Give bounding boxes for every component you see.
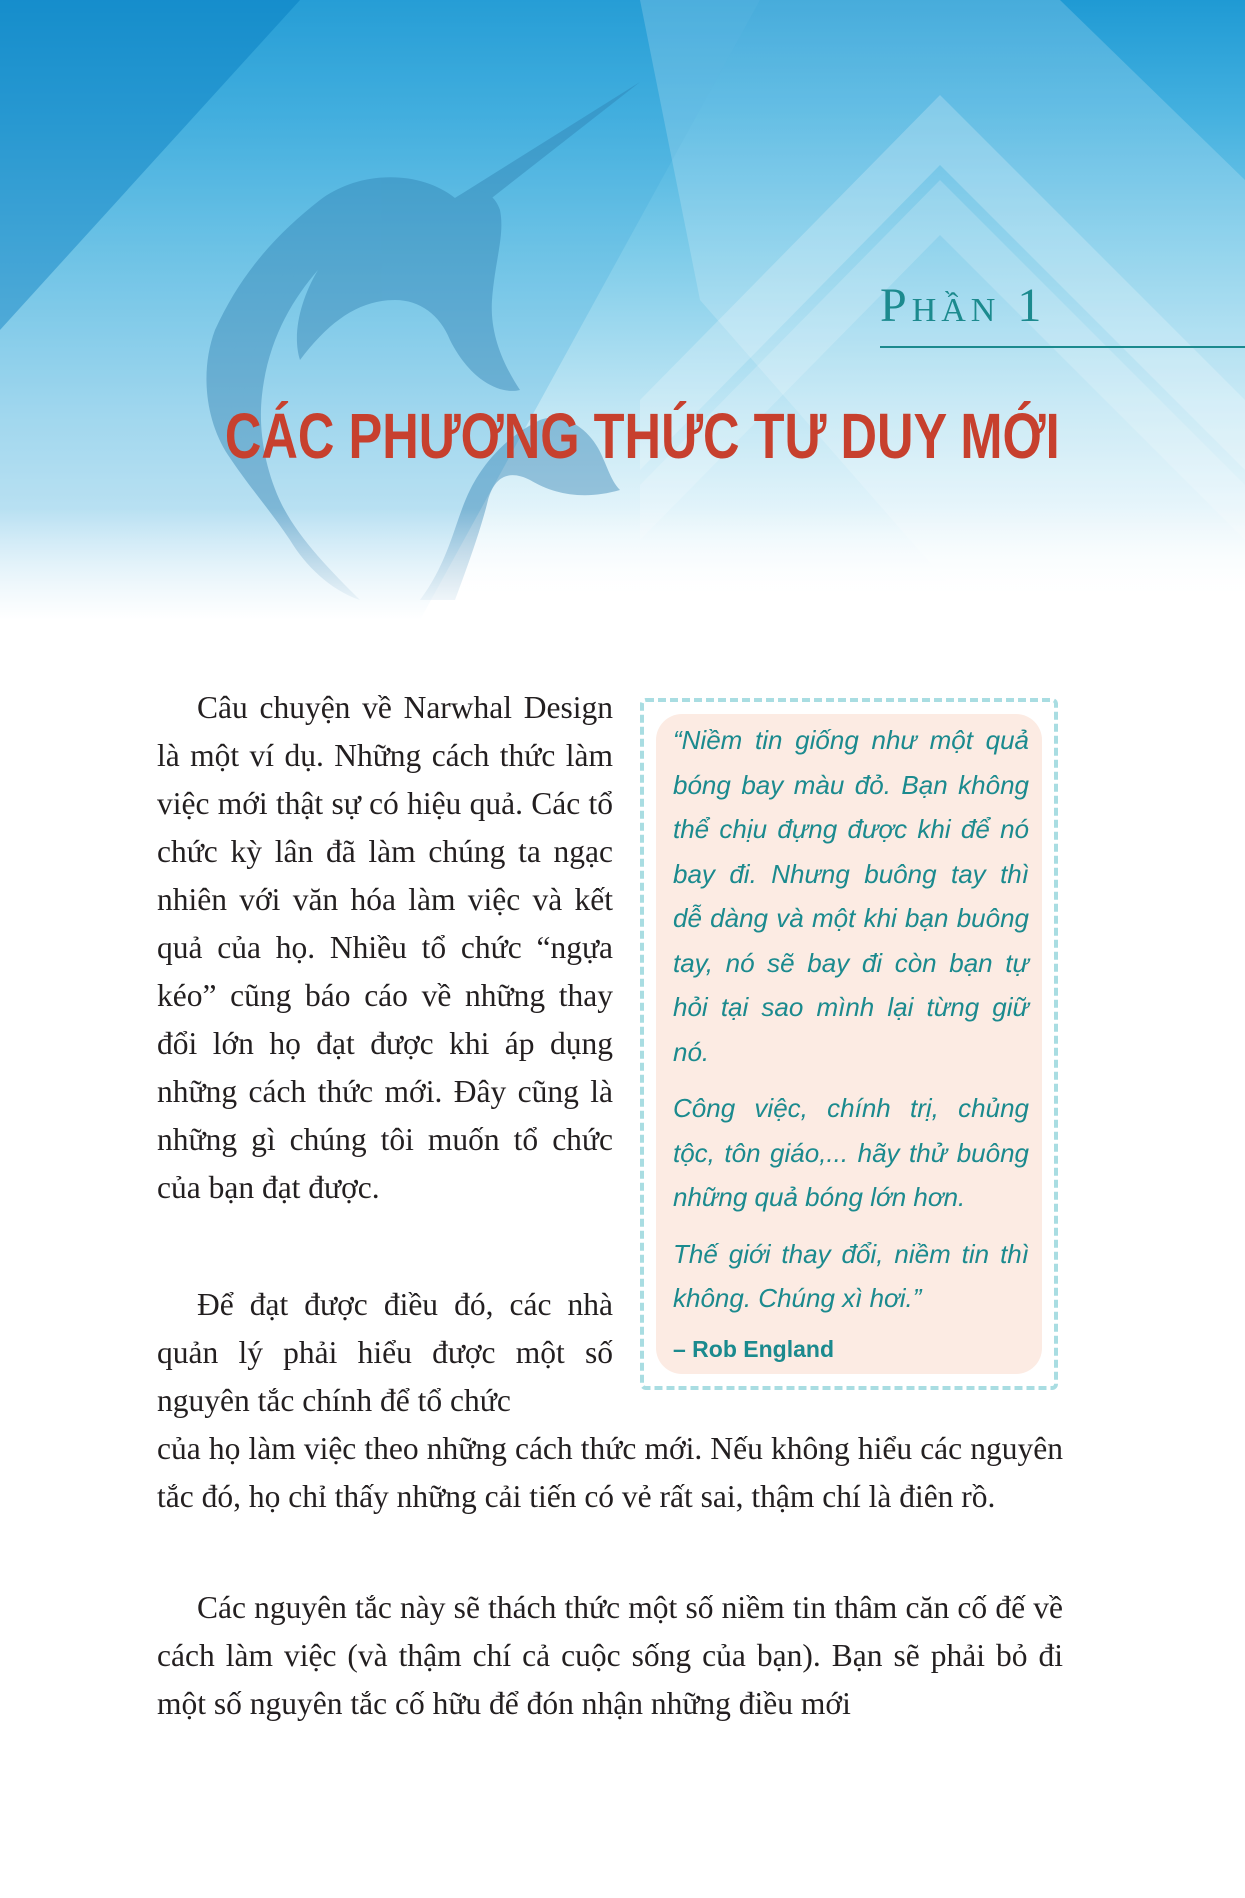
quote-paragraph: Công việc, chính trị, chủng tộc, tôn giáo,... hãy thử buông những quả bóng lớn hơn. bbox=[673, 1093, 1029, 1212]
quote-text bbox=[673, 718, 1029, 1333]
body-paragraph: Câu chuyện về Narwhal Design là một ví dụ. Những cách thức làm việc mới thật sự có hiệu quả. Các tổ chức kỳ lân đã làm chúng ta ngạc nhiên với văn hóa làm việc và kết quả của họ. Nhiều tổ chức “ngựa kéo” cũng báo cáo về những thay đổi lớn họ đạt được khi áp dụng những cách thức mới. Đây cũng là những gì chúng tôi muốn tổ chức của bạn đạt được. bbox=[157, 690, 613, 1205]
header-background-art bbox=[0, 0, 1245, 620]
quote-paragraph: Thế giới thay đổi, niềm tin thì không. Chúng xì hơi.” bbox=[673, 1238, 1029, 1313]
chapter-title: CÁC PHƯƠNG THỨC TƯ DUY MỚI bbox=[225, 400, 1060, 472]
body-paragraph-continued: của họ làm việc theo những cách thức mới. Nếu không hiểu các nguyên tắc đó, họ chỉ thấy những cải tiến có vẻ rất sai, thậm chí là điên rồ. bbox=[157, 1431, 1063, 1514]
chapter-header-banner bbox=[0, 0, 1245, 620]
body-paragraph: Các nguyên tắc này sẽ thách thức một số niềm tin thâm căn cố đế về cách làm việc (và thậm chí cả cuộc sống của bạn). Bạn sẽ phải bỏ đi một số nguyên tắc cố hữu để đón nhận những điều mới bbox=[157, 1590, 1063, 1721]
part-divider bbox=[880, 346, 1245, 348]
quote-author: – Rob England bbox=[673, 1336, 834, 1362]
quote-paragraph: “Niềm tin giống như một quả bóng bay màu đỏ. Bạn không thể chịu đựng được khi để nó bay đi. Nhưng buông tay thì dễ dàng và một khi bạn buông tay, nó sẽ bay đi còn bạn tự hỏi tại sao mình lại từng giữ nó. bbox=[673, 725, 1029, 1067]
part-label: Phần 1 bbox=[880, 279, 1047, 332]
body-paragraph: Để đạt được điều đó, các nhà quản lý phải hiểu được một số nguyên tắc chính để tổ chức bbox=[157, 1287, 613, 1418]
